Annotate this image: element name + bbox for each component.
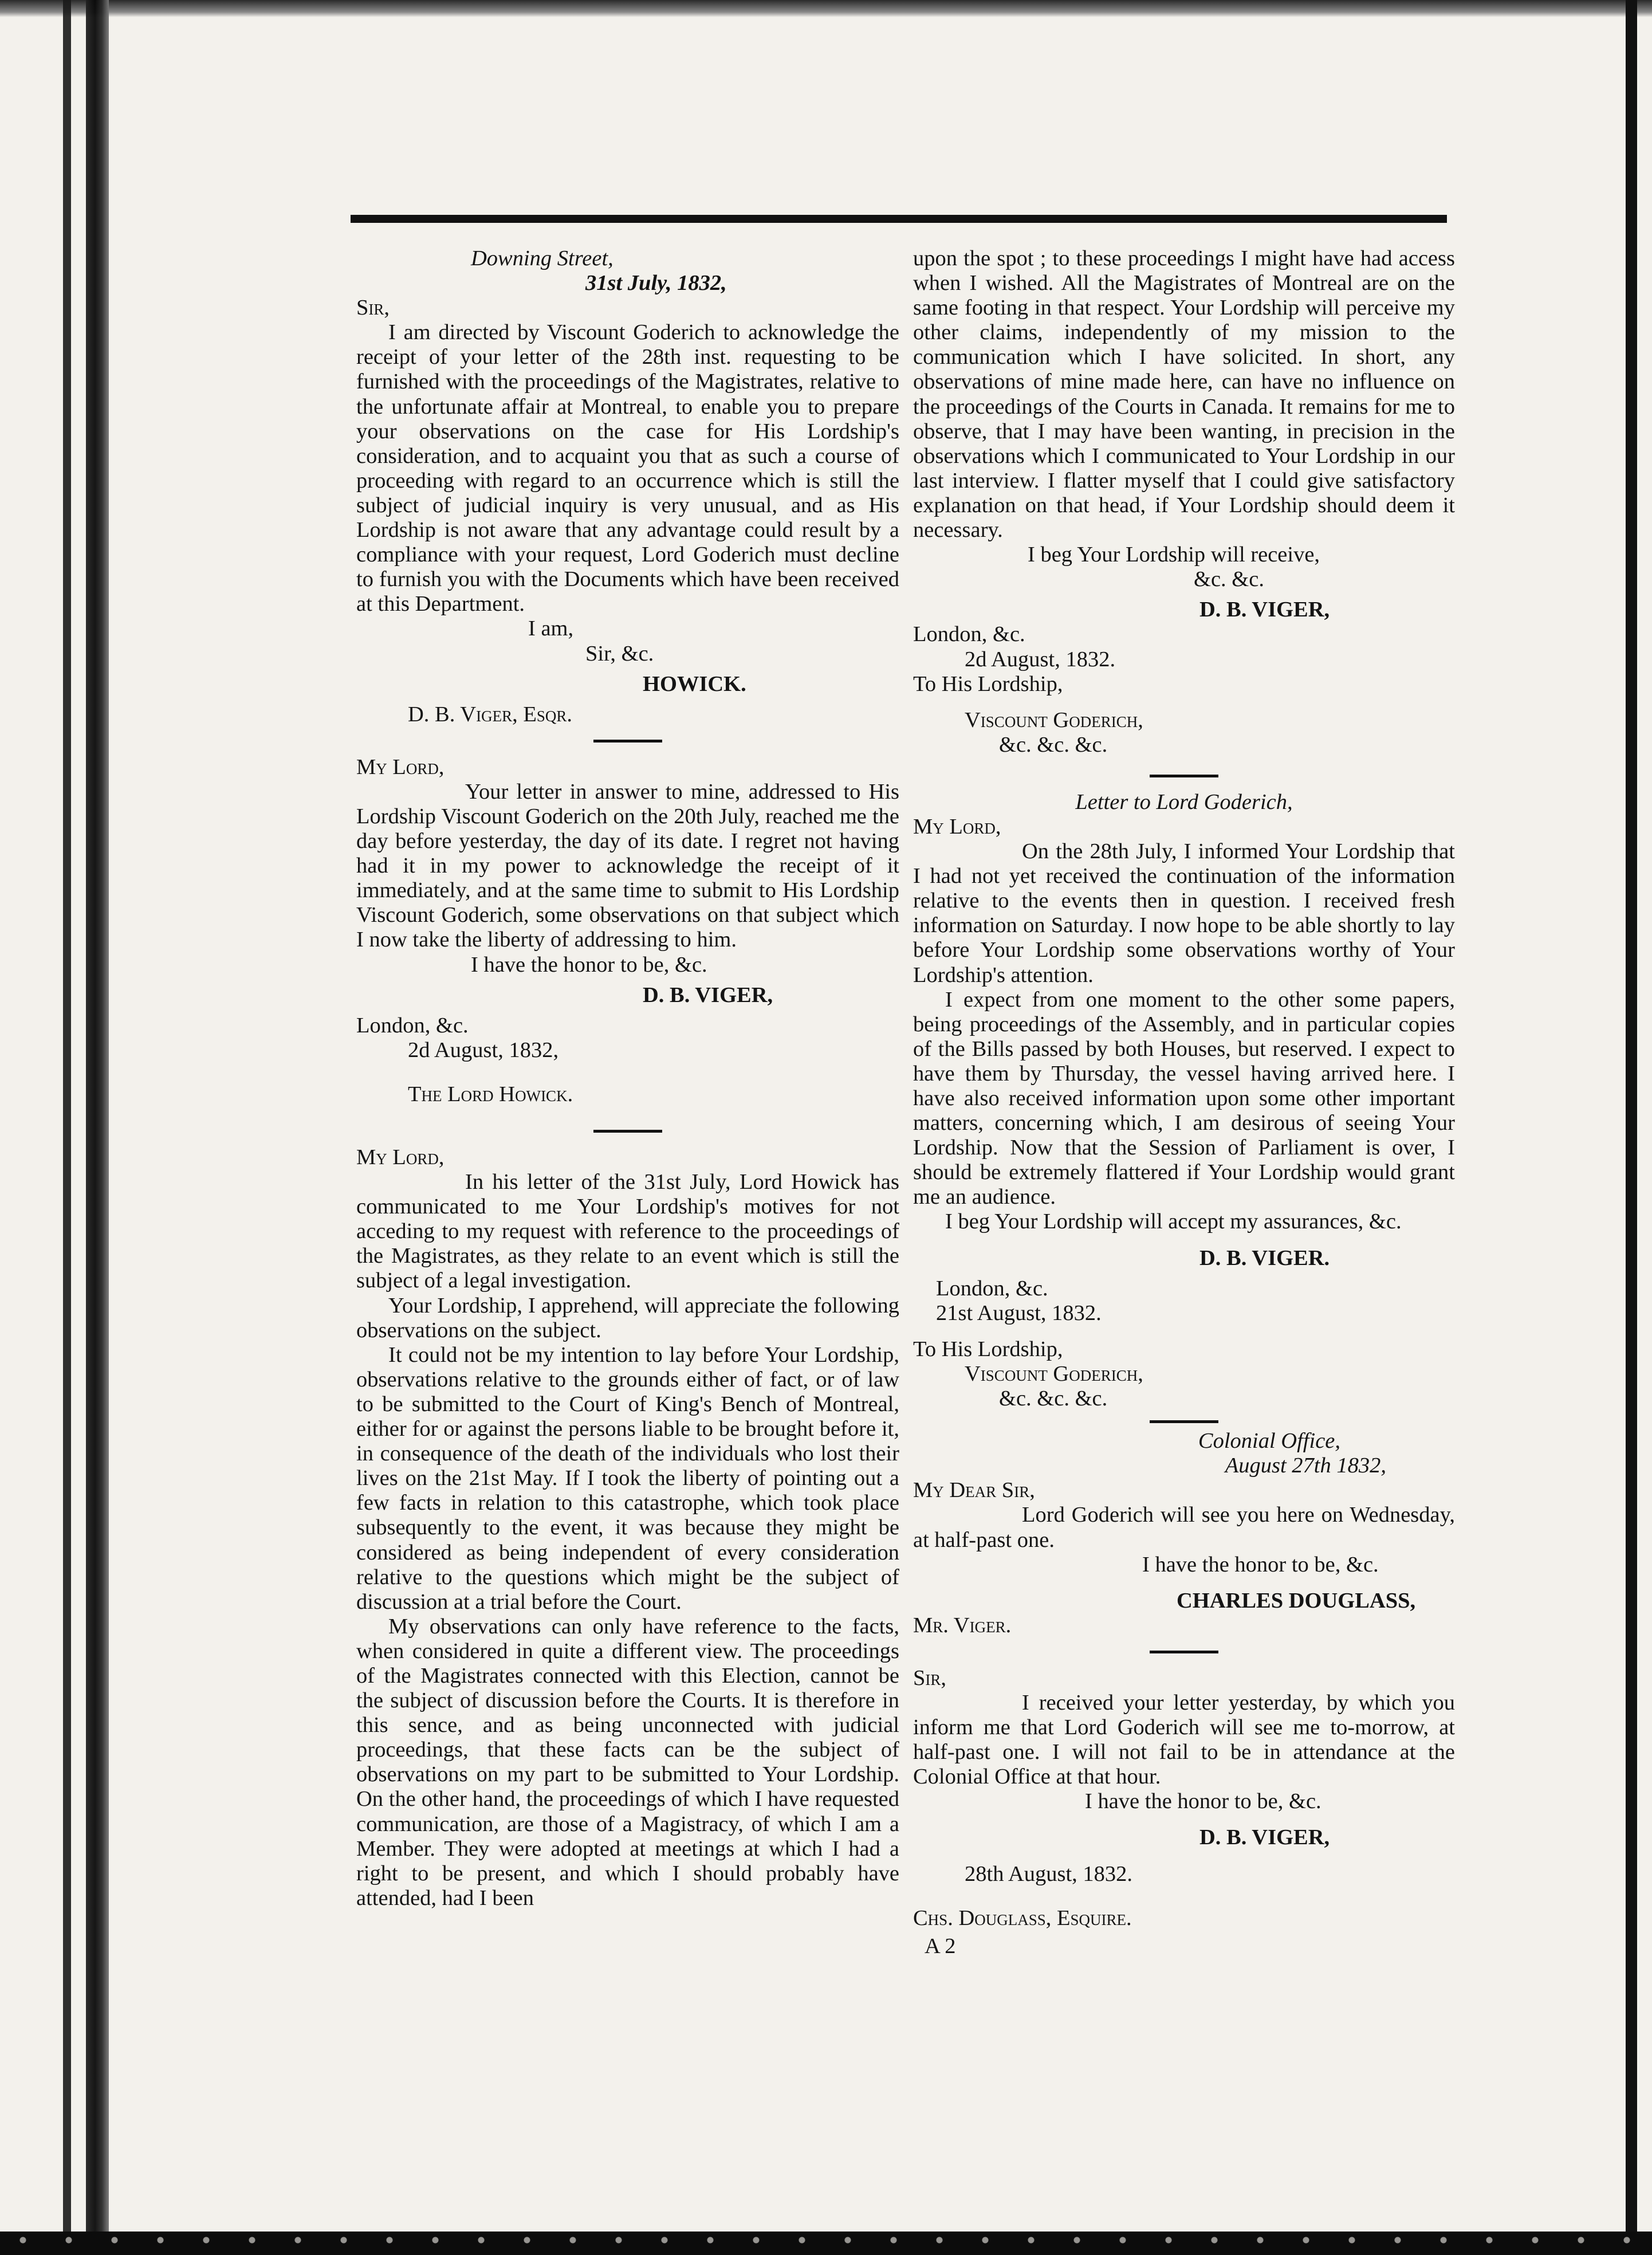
letter-signature: CHARLES DOUGLASS, bbox=[1177, 1588, 1416, 1613]
letter-paragraph: My observations can only have reference to the facts, when considered in quite a different view. The proceedings of the Magistrates connected with this Election, cannot be the subject of discussion before the Courts. It is therefore in this sence, and as being unconnected with judicial proceedings, that these facts can be the subject of observations on my part to be submitted to Your Lordship. On the other hand, the proceedings of which I have requested communication, are those of a Magistracy, of which I am a Member. They were adopted at meetings at which I had a right to be present, and which I should probably have attended, had I been bbox=[356, 1614, 899, 1910]
letter-signature: D. B. VIGER, bbox=[643, 983, 773, 1007]
scan-left-edge bbox=[86, 0, 109, 2255]
scan-left-shadow bbox=[63, 0, 71, 2255]
letter-viger-to-howick bbox=[356, 755, 899, 1107]
letter-salutation: My Lord, bbox=[913, 814, 1001, 839]
letter-place: London, &c. bbox=[913, 622, 1025, 647]
letter-place: London, &c. bbox=[356, 1013, 469, 1038]
letter-body: Lord Goderich will see you here on Wednesday, at half-past one. bbox=[913, 1503, 1455, 1552]
letter-to: To His Lordship, bbox=[913, 671, 1063, 696]
letter-to-goderich-august bbox=[913, 790, 1455, 1411]
letter-place: Colonial Office, bbox=[1198, 1429, 1340, 1453]
left-column bbox=[356, 246, 899, 2131]
letter-body: I received your letter yesterday, by which you inform me that Lord Goderich will see me to-morrow, at half-past one. I will not fail to be in attendance at the Colonial Office at that hour. bbox=[913, 1690, 1455, 1789]
letter-viger-to-douglass bbox=[913, 1666, 1455, 1959]
letter-date: 2d August, 1832, bbox=[408, 1038, 559, 1062]
letter-douglass bbox=[913, 1429, 1455, 1638]
letter-closing-etc: &c. &c. bbox=[1194, 567, 1264, 592]
letter-addressee: D. B. Viger, Esqr. bbox=[408, 702, 572, 726]
letter-paragraph: Your Lordship, I apprehend, will appreciate the following observations on the subject. bbox=[356, 1293, 899, 1342]
letter-closing: I have the honor to be, &c. bbox=[1142, 1552, 1379, 1577]
scan-right-edge bbox=[1626, 0, 1637, 2255]
page-signature: A 2 bbox=[925, 1934, 956, 1958]
letter-etc: &c. &c. &c. bbox=[999, 1386, 1108, 1411]
scan-top-edge bbox=[0, 0, 1652, 17]
letter-paragraph: In his letter of the 31st July, Lord Howick has communicated to me Your Lordship's motives for not acceding to my request with reference to the proceedings of the Magistrates, as they relate to an event which is still the subject of a legal investigation. bbox=[356, 1170, 899, 1293]
letter-paragraph: It could not be my intention to lay before Your Lordship, observations relative to the grounds either of fact, or of law to be submitted to the Court of King's Bench of Montreal, either for or against the persons liable to be brought before it, in consequence of the death of the individuals who lost their lives on the 21st May. If I took the liberty of pointing out a few facts in relation to this catastrophe, which took place subsequently to the event, it was because they might be considered as being independent of every consideration relative to the questions which might be the subject of discussion at a trial before the Court. bbox=[356, 1342, 899, 1614]
letter-closing: I am, bbox=[528, 616, 574, 641]
letter-salutation: My Lord, bbox=[356, 1145, 445, 1169]
letter-date: 31st July, 1832, bbox=[585, 271, 727, 296]
letter-heading: Letter to Lord Goderich, bbox=[1075, 789, 1293, 814]
letter-paragraph: upon the spot ; to these proceedings I might have had access when I wished. All the Magistrates of Montreal are on the same footing in that respect. Your Lordship will perceive my other claims, independently of my mission to the communication which I have solicited. In short, any observations of mine made here, can have no influence on the proceedings of the Courts in Canada. It remains for me to observe, that I may have been wanting, in precision in the observations which I communicated to Your Lordship in our last interview. I flatter myself that I could give satisfactory explanation on that head, if Your Lordship should deem it necessary. bbox=[913, 246, 1455, 543]
letter-date: 2d August, 1832. bbox=[965, 647, 1116, 671]
letter-to: To His Lordship, bbox=[913, 1337, 1063, 1361]
letter-salutation: Sir, bbox=[356, 296, 390, 320]
letter-date: August 27th 1832, bbox=[1225, 1453, 1386, 1478]
scan-bottom-perforation bbox=[0, 2234, 1652, 2246]
section-divider bbox=[1150, 775, 1218, 777]
letter-howick bbox=[356, 246, 899, 727]
letter-paragraph: I expect from one moment to the other some papers, being proceedings of the Assembly, and in particular copies of the Bills passed by both Houses, but reserved. I expect to have them by Thursday, the vessel having arrived here. I have also received information upon some other important matters, concerning which, I am desirous of seeing Your Lordship. Now that the Session of Parliament is over, I should be extremely flattered if Your Lordship would grant me an audience. bbox=[913, 987, 1455, 1209]
letter-signature: D. B. VIGER, bbox=[1199, 598, 1330, 622]
letter-paragraph: On the 28th July, I informed Your Lordship that I had not yet received the continuation of the information relative to the events then in question. I received fresh information on Saturday. I now hope to be able shortly to lay before Your Lordship some observations worthy of Your Lordship's attention. bbox=[913, 839, 1455, 987]
letter-addressee: Chs. Douglass, Esquire. bbox=[913, 1906, 1132, 1930]
letter-addressee: Viscount Goderich, bbox=[965, 708, 1143, 732]
letter-paragraph: I beg Your Lordship will accept my assurances, &c. bbox=[945, 1209, 1402, 1234]
letter-salutation: My Lord, bbox=[356, 755, 445, 779]
letter-continuation bbox=[913, 246, 1455, 757]
letter-place: London, &c. bbox=[936, 1276, 1048, 1301]
section-divider bbox=[593, 1130, 662, 1133]
letter-closing: I have the honor to be, &c. bbox=[1085, 1789, 1321, 1814]
letter-addressee: The Lord Howick. bbox=[408, 1082, 573, 1106]
letter-body: I am directed by Viscount Goderich to acknowledge the receipt of your letter of the 28th inst. requesting to be furnished with the proceedings of the Magistrates, relative to the unfortunate affair at Montreal, to enable you to prepare your observations on the case for His Lordship's consideration, and to acquaint you that as such a course of proceeding with regard to an occurrence which is still the subject of judicial inquiry is very unusual, and as His Lordship is not aware that any advantage could result by a compliance with your request, Lord Goderich must decline to furnish you with the Documents which have been received at this Department. bbox=[356, 320, 899, 616]
header-rule bbox=[351, 215, 1447, 223]
letter-salutation: Sir, bbox=[913, 1665, 947, 1690]
letter-signature: D. B. VIGER. bbox=[1199, 1246, 1330, 1270]
right-column bbox=[913, 246, 1455, 2131]
letter-etc: &c. &c. &c. bbox=[999, 732, 1108, 757]
letter-date: 28th August, 1832. bbox=[965, 1861, 1133, 1886]
section-divider bbox=[1150, 1651, 1218, 1653]
letter-signature: HOWICK. bbox=[643, 671, 746, 696]
letter-closing: I beg Your Lordship will receive, bbox=[1028, 543, 1320, 567]
letter-closing: I have the honor to be, &c. bbox=[471, 952, 707, 977]
section-divider bbox=[593, 740, 662, 742]
letter-addressee: Mr. Viger. bbox=[913, 1613, 1012, 1637]
letter-salutation: My Dear Sir, bbox=[913, 1478, 1035, 1503]
letter-place: Downing Street, bbox=[471, 246, 613, 270]
letter-addressee: Viscount Goderich, bbox=[965, 1361, 1143, 1386]
letter-closing-sir: Sir, &c. bbox=[585, 641, 654, 666]
letter-signature: D. B. VIGER, bbox=[1199, 1825, 1330, 1850]
letter-date: 21st August, 1832. bbox=[936, 1301, 1102, 1325]
section-divider bbox=[1150, 1420, 1218, 1423]
letter-viger-to-goderich bbox=[356, 1145, 899, 1911]
letter-body: Your letter in answer to mine, addressed to His Lordship Viscount Goderich on the 20th July, reached me the day before yesterday, the day of its date. I regret not having had it in my power to acknowledge the receipt of it immediately, and at the same time to submit to His Lordship Viscount Goderich, some observations on that subject which I now take the liberty of addressing to him. bbox=[356, 779, 899, 952]
